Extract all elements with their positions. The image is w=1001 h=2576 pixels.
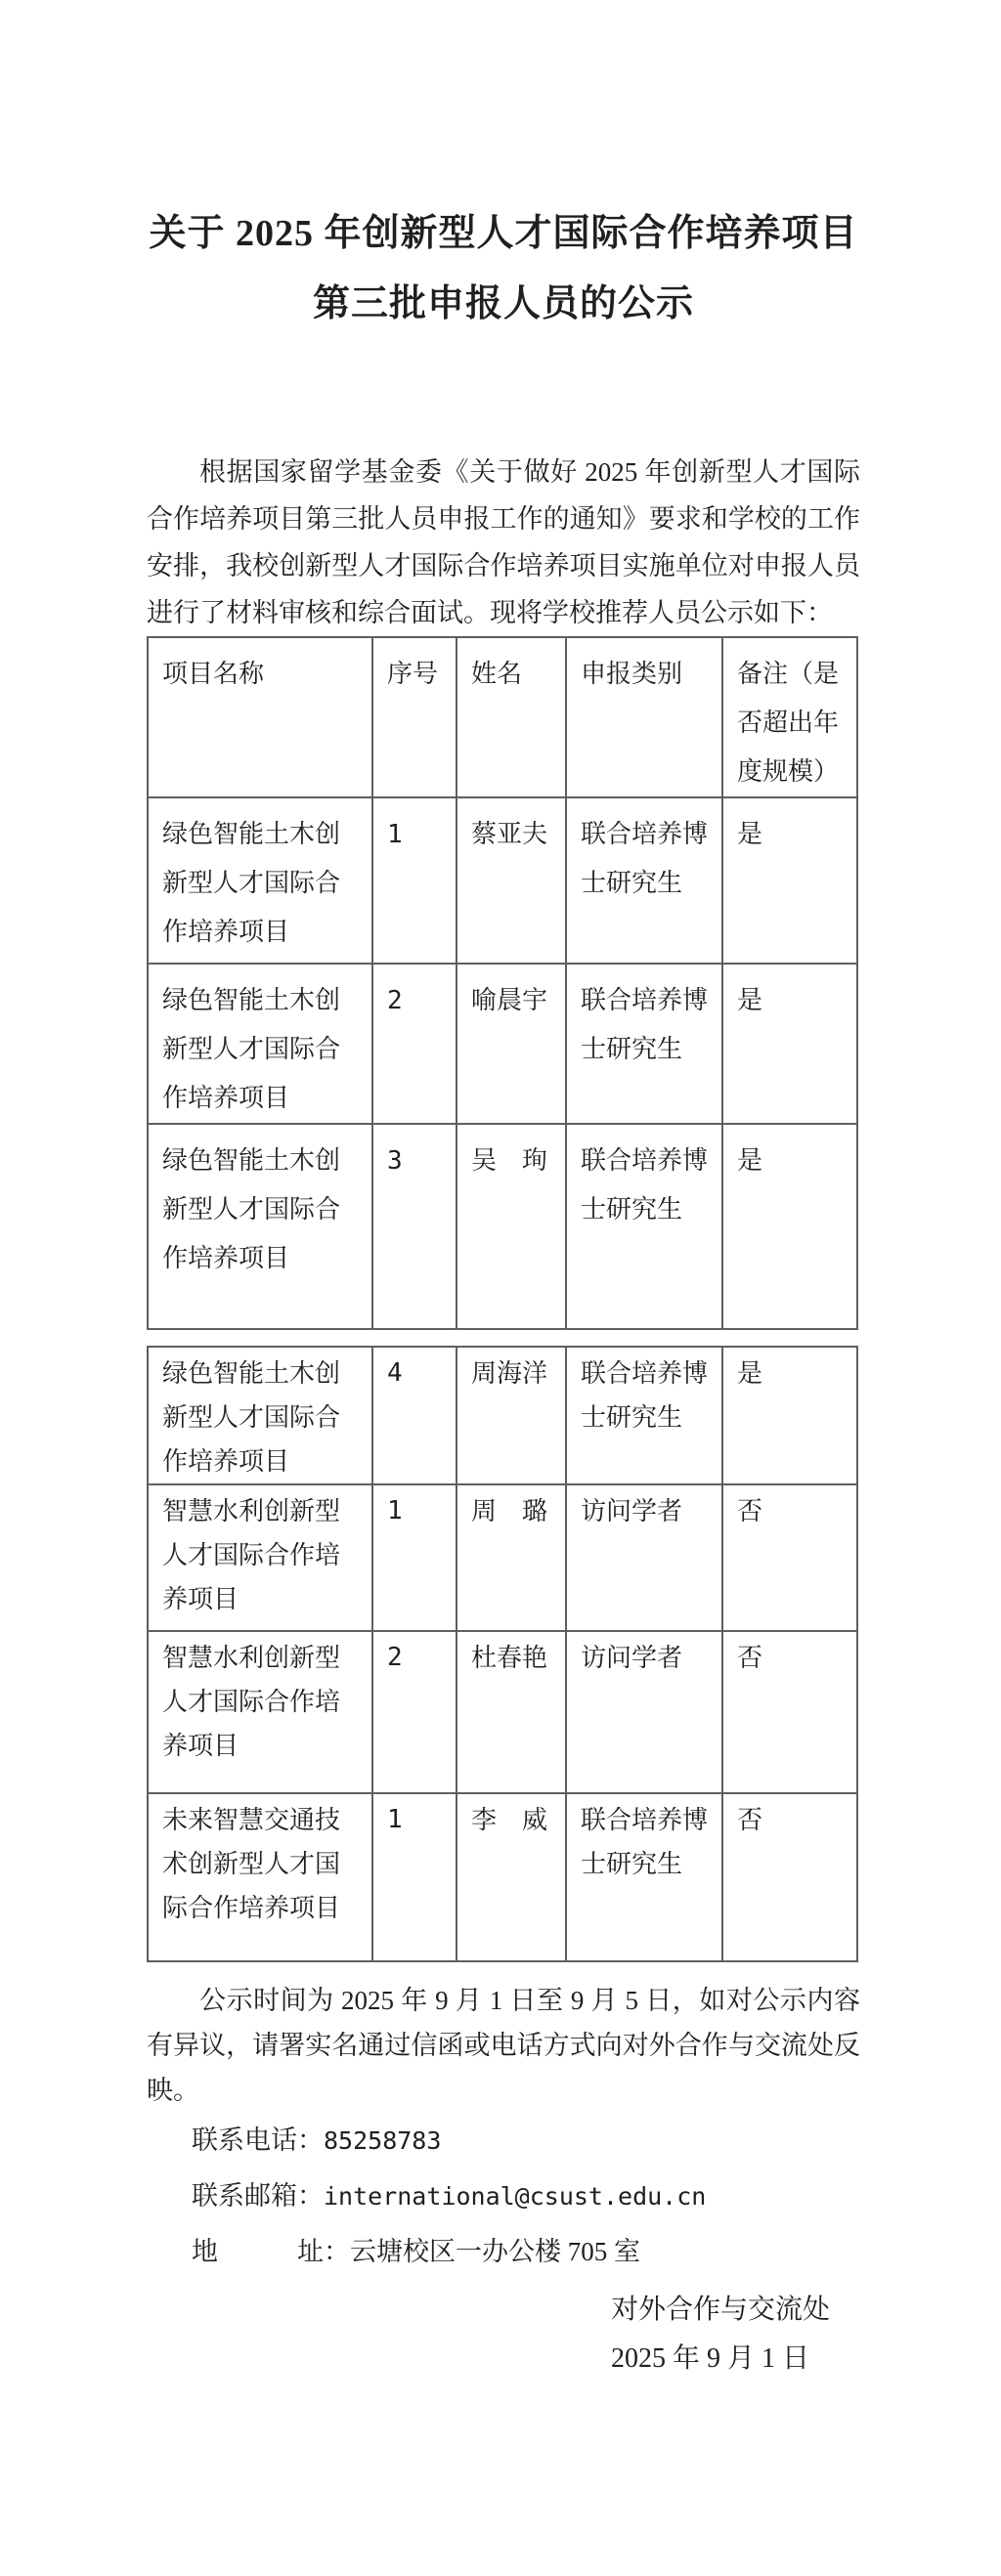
serial-number-cell: 1 <box>372 1484 457 1631</box>
remark-cell: 是 <box>722 797 857 964</box>
applicant-name-cell: 吴 珣 <box>457 1124 566 1329</box>
contact-phone-line <box>192 2113 860 2168</box>
table-header-cell: 项目名称 <box>148 637 372 797</box>
signature-org: 对外合作与交流处 <box>611 2295 831 2326</box>
applicant-name-cell: 杜春艳 <box>457 1631 566 1793</box>
table-header-cell: 申报类别 <box>566 637 722 797</box>
table-row <box>148 1124 857 1329</box>
application-category-cell: 联合培养博士研究生 <box>566 1124 722 1329</box>
table-row <box>148 1347 857 1484</box>
serial-number-cell: 3 <box>372 1124 457 1329</box>
application-category-cell: 访问学者 <box>566 1484 722 1631</box>
contact-phone-label: 联系电话： <box>192 2125 324 2156</box>
contact-address-value: 云塘校区一办公楼 705 室 <box>350 2237 640 2267</box>
applicant-name-cell: 李 威 <box>457 1793 566 1961</box>
project-name-cell: 绿色智能土木创新型人才国际合作培养项目 <box>148 964 372 1124</box>
table-header-cell: 姓名 <box>457 637 566 797</box>
contact-address-line <box>192 2224 860 2280</box>
title-line-1: 关于 2025 年创新型人才国际合作培养项目 <box>149 213 858 255</box>
document-content <box>147 24 860 2383</box>
remark-cell: 是 <box>722 1347 857 1484</box>
table-header-row <box>148 637 857 797</box>
applicant-name-cell: 周 璐 <box>457 1484 566 1631</box>
remark-cell: 否 <box>722 1631 857 1793</box>
project-name-cell: 绿色智能土木创新型人才国际合作培养项目 <box>148 1124 372 1329</box>
application-category-cell: 联合培养博士研究生 <box>566 1793 722 1961</box>
contact-phone-value: 85258783 <box>324 2126 442 2156</box>
remark-cell: 否 <box>722 1484 857 1631</box>
table-header-cell: 序号 <box>372 637 457 797</box>
remark-cell: 是 <box>722 964 857 1124</box>
project-name-cell: 未来智慧交通技术创新型人才国际合作培养项目 <box>148 1793 372 1961</box>
table-row <box>148 1793 857 1961</box>
applicants-table-part2 <box>147 1346 858 1962</box>
serial-number-cell: 2 <box>372 964 457 1124</box>
serial-number-cell: 1 <box>372 797 457 964</box>
applicant-name-cell: 喻晨宇 <box>457 964 566 1124</box>
intro-paragraph: 根据国家留学基金委《关于做好 2025 年创新型人才国际合作培养项目第三批人员申报工作的通知》要求和学校的工作安排，我校创新型人才国际合作培养项目实施单位对申报人员进行了材料审核和综合面试。现将学校推荐人员公示如下： <box>147 457 860 628</box>
project-name-cell: 智慧水利创新型人才国际合作培养项目 <box>148 1484 372 1631</box>
title-line-2: 第三批申报人员的公示 <box>312 283 694 325</box>
table-row <box>148 797 857 964</box>
serial-number-cell: 2 <box>372 1631 457 1793</box>
table-row <box>148 1631 857 1793</box>
applicants-table-part1 <box>147 636 858 1330</box>
application-category-cell: 访问学者 <box>566 1631 722 1793</box>
closing-paragraph: 公示时间为 2025 年 9 月 1 日至 9 月 5 日，如对公示内容有异议，请署实名通过信函或电话方式向对外合作与交流处反映。 <box>147 1986 860 2106</box>
remark-cell: 是 <box>722 1124 857 1329</box>
serial-number-cell: 4 <box>372 1347 457 1484</box>
table-header-cell: 备注（是否超出年度规模） <box>722 637 857 797</box>
contact-email-value: international@csust.edu.cn <box>324 2182 707 2211</box>
serial-number-cell: 1 <box>372 1793 457 1961</box>
application-category-cell: 联合培养博士研究生 <box>566 797 722 964</box>
applicant-name-cell: 周海洋 <box>457 1347 566 1484</box>
application-category-cell: 联合培养博士研究生 <box>566 964 722 1124</box>
contact-address-label: 地 址： <box>192 2237 350 2267</box>
signature-date: 2025 年 9 月 1 日 <box>611 2343 810 2375</box>
signature-block <box>611 2286 860 2383</box>
application-category-cell: 联合培养博士研究生 <box>566 1347 722 1484</box>
contact-email-label: 联系邮箱： <box>192 2181 324 2211</box>
project-name-cell: 绿色智能土木创新型人才国际合作培养项目 <box>148 797 372 964</box>
project-name-cell: 绿色智能土木创新型人才国际合作培养项目 <box>148 1347 372 1484</box>
contact-list <box>192 2113 860 2280</box>
table-row <box>148 964 857 1124</box>
table-row <box>148 1484 857 1631</box>
contact-email-line <box>192 2168 860 2224</box>
project-name-cell: 智慧水利创新型人才国际合作培养项目 <box>148 1631 372 1793</box>
applicant-name-cell: 蔡亚夫 <box>457 797 566 964</box>
page-title <box>147 24 860 339</box>
remark-cell: 否 <box>722 1793 857 1961</box>
